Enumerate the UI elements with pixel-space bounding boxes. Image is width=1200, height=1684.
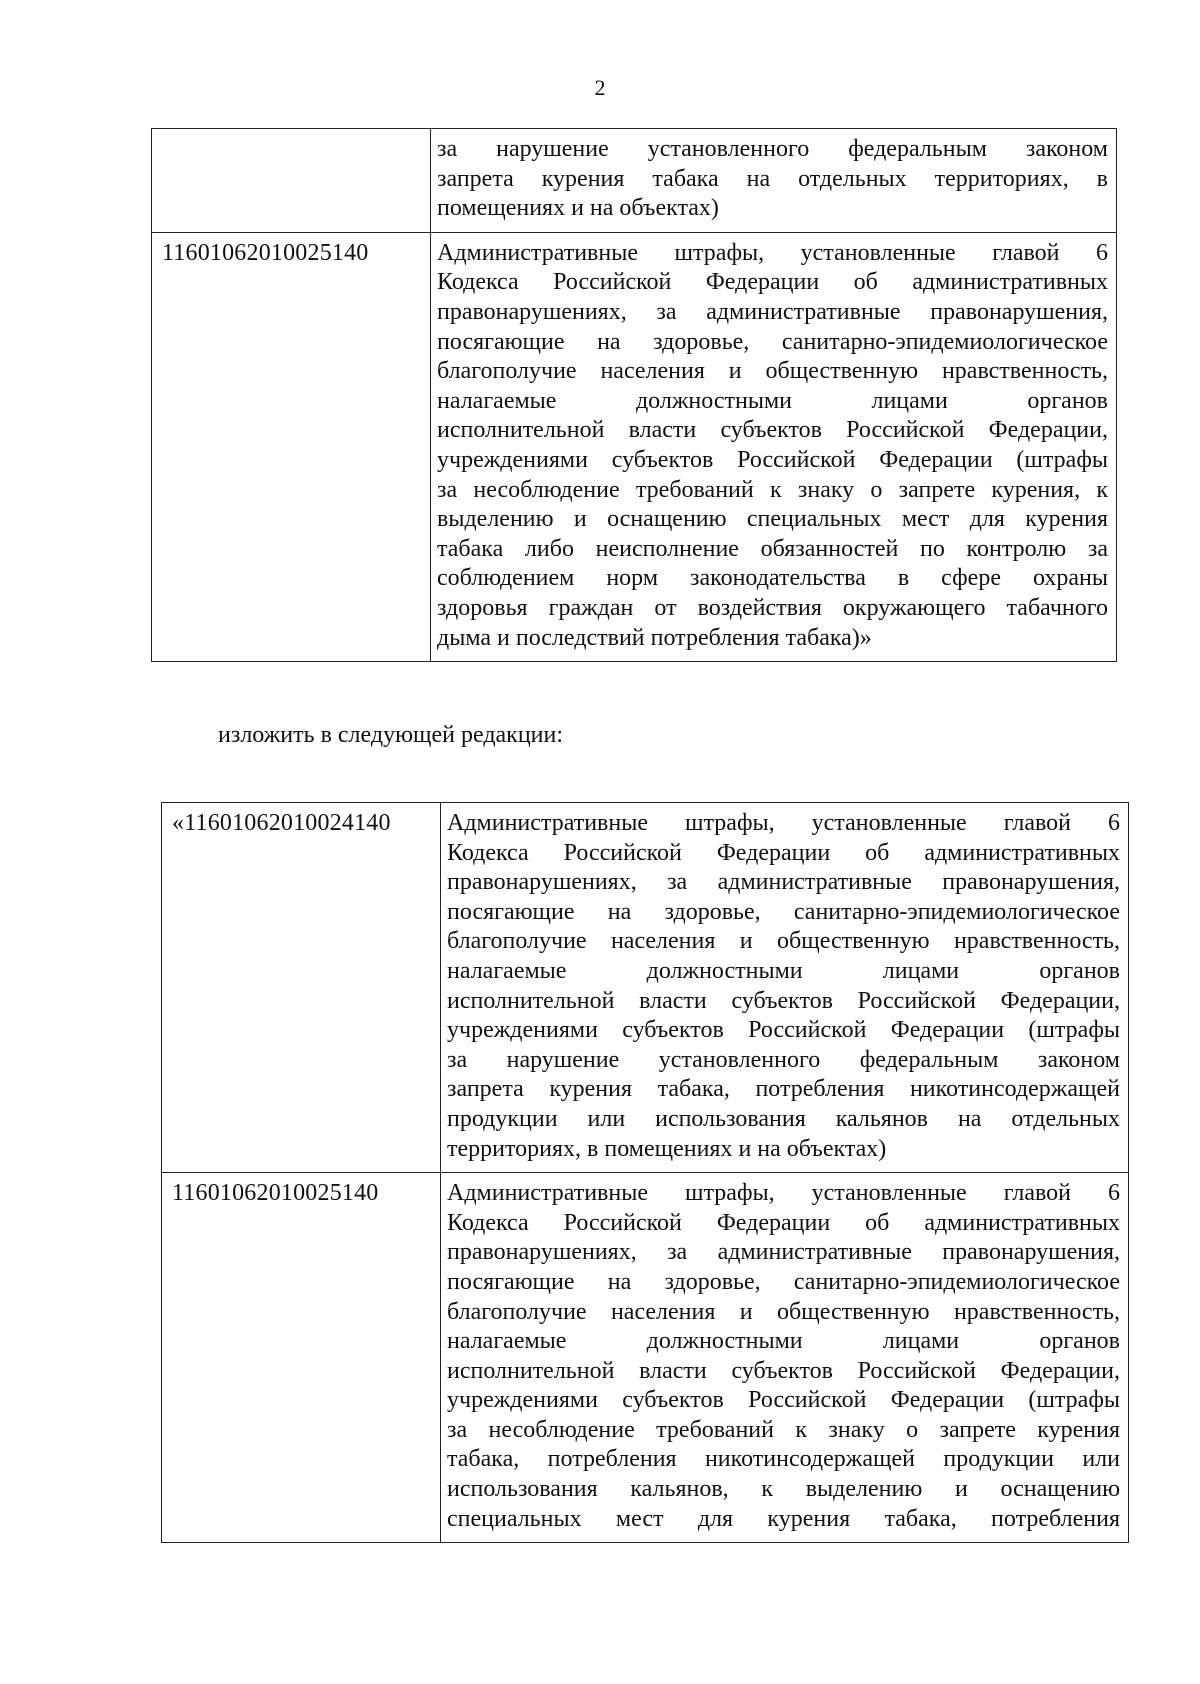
description-line: использования кальянов, к выделению и оснащению	[447, 1476, 1120, 1503]
description-line: учреждениями субъектов Российской Федерации (штрафы	[437, 446, 1108, 473]
description-line: табака либо неисполнение обязанностей по контролю за	[437, 535, 1108, 562]
description-cell	[431, 232, 1117, 661]
description-line: Кодекса Российской Федерации об административных	[447, 1209, 1120, 1236]
table-row	[162, 803, 1129, 1173]
description-line: Административные штрафы, установленные главой 6	[437, 239, 1108, 266]
description-line: исполнительной власти субъектов Российской Федерации,	[447, 1357, 1120, 1384]
description-line: посягающие на здоровье, санитарно-эпидемиологическое	[437, 328, 1108, 355]
description-line: налагаемые должностными лицами органов	[437, 387, 1108, 414]
description-line: учреждениями субъектов Российской Федерации (штрафы	[447, 1017, 1120, 1044]
description-line: соблюдением норм законодательства в сфере охраны	[437, 565, 1108, 592]
description-cell	[441, 803, 1129, 1173]
description-cell	[431, 129, 1117, 233]
table-row	[152, 129, 1117, 233]
description-line: за несоблюдение требований к знаку о запрете курения	[447, 1416, 1120, 1443]
description-line: запрета курения табака, потребления никотинсодержащей	[447, 1076, 1120, 1103]
description-line: учреждениями субъектов Российской Федерации (штрафы	[447, 1387, 1120, 1414]
code-cell: «11601062010024140	[162, 803, 441, 1173]
budget-codes-table-new	[161, 802, 1129, 1543]
description-line: благополучие населения и общественную нравственность,	[437, 358, 1108, 385]
code-cell	[152, 129, 431, 233]
amendment-instruction: изложить в следующей редакции:	[218, 722, 564, 748]
description-line: исполнительной власти субъектов Российской Федерации,	[447, 987, 1120, 1014]
description-line: благополучие населения и общественную нравственность,	[447, 928, 1120, 955]
description-line: налагаемые должностными лицами органов	[447, 1328, 1120, 1355]
description-line: продукции или использования кальянов на отдельных	[447, 1105, 1120, 1132]
description-line: специальных мест для курения табака, потребления	[447, 1505, 1120, 1532]
description-cell	[441, 1173, 1129, 1543]
description-line: выделению и оснащению специальных мест для курения	[437, 506, 1108, 533]
description-line: посягающие на здоровье, санитарно-эпидемиологическое	[447, 898, 1120, 925]
description-line: дыма и последствий потребления табака)»	[437, 624, 872, 651]
description-line: Административные штрафы, установленные главой 6	[447, 810, 1120, 836]
description-line: правонарушениях, за административные правонарушения,	[447, 869, 1120, 896]
description-line: исполнительной власти субъектов Российской Федерации,	[437, 417, 1108, 444]
description-line: правонарушениях, за административные правонарушения,	[437, 298, 1108, 325]
description-line: табака, потребления никотинсодержащей продукции или	[447, 1446, 1120, 1473]
code-cell: 11601062010025140	[152, 232, 431, 661]
description-line: территориях, в помещениях и на объектах)	[447, 1135, 887, 1162]
table-row	[152, 232, 1117, 661]
description-line: правонарушениях, за административные правонарушения,	[447, 1239, 1120, 1266]
description-line: за нарушение установленного федеральным законом	[447, 1046, 1120, 1073]
description-line: за нарушение установленного федеральным законом	[437, 136, 1108, 162]
page-number: 2	[594, 75, 606, 100]
description-line: здоровья граждан от воздействия окружающего табачного	[437, 594, 1108, 621]
description-line: налагаемые должностными лицами органов	[447, 957, 1120, 984]
description-line: Кодекса Российской Федерации об административных	[447, 839, 1120, 866]
description-line: запрета курения табака на отдельных территориях, в	[437, 165, 1108, 192]
description-line: посягающие на здоровье, санитарно-эпидемиологическое	[447, 1268, 1120, 1295]
description-line: помещениях и на объектах)	[437, 195, 719, 222]
budget-codes-table-old	[151, 128, 1117, 662]
description-line: Кодекса Российской Федерации об административных	[437, 269, 1108, 296]
description-line: благополучие населения и общественную нравственность,	[447, 1298, 1120, 1325]
description-line: Административные штрафы, установленные главой 6	[447, 1180, 1120, 1207]
code-cell: 11601062010025140	[162, 1173, 441, 1543]
table-row	[162, 1173, 1129, 1543]
description-line: за несоблюдение требований к знаку о запрете курения, к	[437, 476, 1108, 503]
